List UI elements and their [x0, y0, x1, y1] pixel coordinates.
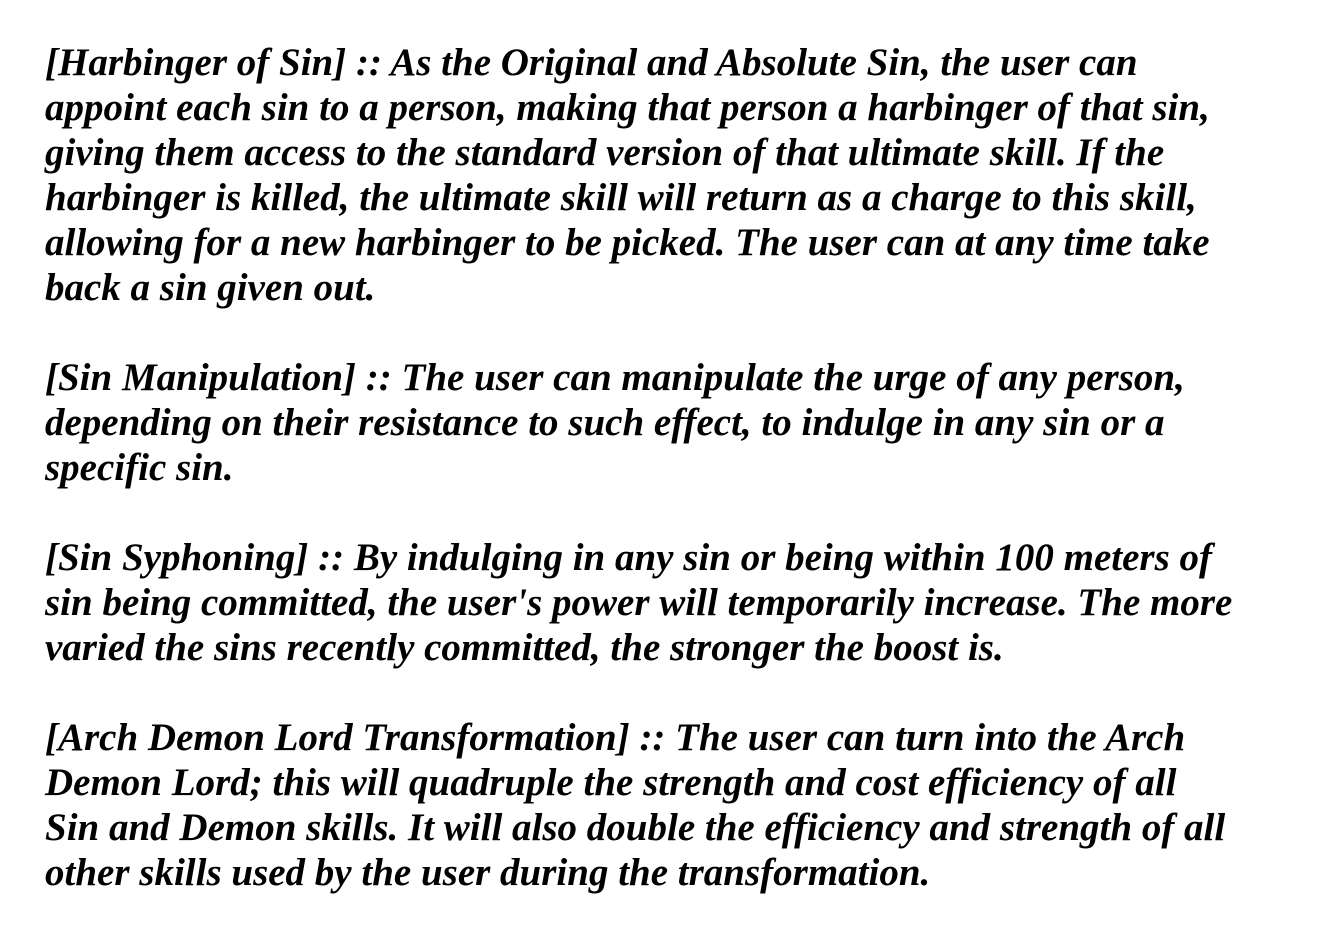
text-line: back a sin given out. — [45, 266, 376, 309]
paragraph-sin-syphoning — [45, 535, 1320, 670]
text-line: [Arch Demon Lord Transformation] :: The user can turn into the Arch — [45, 716, 1186, 759]
text-line: Demon Lord; this will quadruple the strength and cost efficiency of all — [45, 761, 1177, 804]
paragraph-harbinger-of-sin — [45, 40, 1320, 310]
text-line: specific sin. — [45, 446, 234, 489]
text-line: Sin and Demon skills. It will also double the efficiency and strength of all — [45, 806, 1226, 849]
text-line: [Sin Syphoning] :: By indulging in any sin or being within 100 meters of — [45, 536, 1212, 579]
text-line: [Harbinger of Sin] :: As the Original and Absolute Sin, the user can — [45, 41, 1138, 84]
paragraph-arch-demon-lord-transformation — [45, 715, 1320, 895]
text-line: [Sin Manipulation] :: The user can manipulate the urge of any person, — [45, 356, 1185, 399]
text-line: appoint each sin to a person, making that person a harbinger of that sin, — [45, 86, 1210, 129]
paragraph-sin-manipulation — [45, 355, 1320, 490]
text-line: giving them access to the standard version of that ultimate skill. If the — [45, 131, 1165, 174]
text-line: sin being committed, the user's power will temporarily increase. The more — [45, 581, 1233, 624]
text-line: depending on their resistance to such effect, to indulge in any sin or a — [45, 401, 1165, 444]
text-line: allowing for a new harbinger to be picked. The user can at any time take — [45, 221, 1210, 264]
text-line: varied the sins recently committed, the stronger the boost is. — [45, 626, 1004, 669]
text-line: other skills used by the user during the transformation. — [45, 851, 931, 894]
text-line: harbinger is killed, the ultimate skill will return as a charge to this skill, — [45, 176, 1197, 219]
